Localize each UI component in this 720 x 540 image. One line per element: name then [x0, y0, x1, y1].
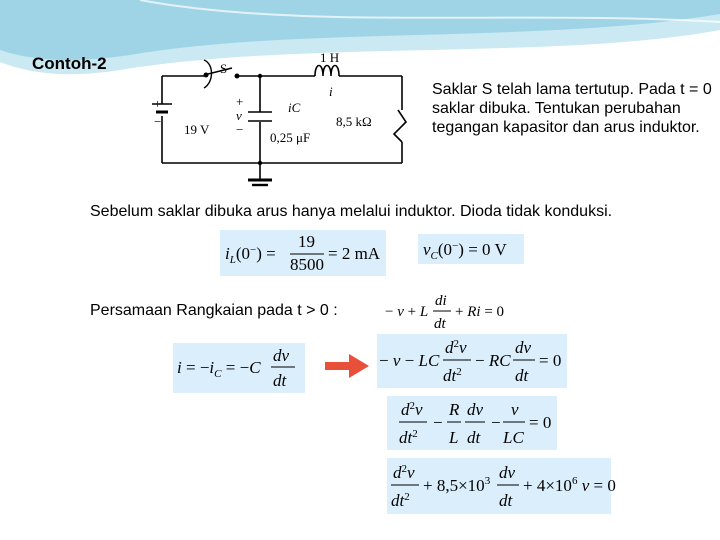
- capacitor-label: 0,25 μF: [270, 130, 311, 145]
- inductor-label: 1 H: [320, 50, 340, 65]
- source-voltage-label: 19 V: [184, 122, 210, 137]
- v-plus: +: [236, 94, 244, 109]
- resistor-label: 8,5 kΩ: [336, 114, 372, 129]
- svg-text:−: −: [433, 413, 443, 432]
- equation-kvl: [383, 290, 513, 334]
- svg-text:= 2 mA: = 2 mA: [328, 244, 381, 263]
- svg-text:dt: dt: [515, 366, 529, 385]
- problem-description: Saklar S telah lama tertutup. Pada t = 0 saklar dibuka. Tentukan perubahan tegangan kapasitor dan arus induktor.: [432, 81, 712, 136]
- right-arrow-icon: [325, 354, 369, 378]
- svg-text:dt: dt: [467, 428, 481, 447]
- svg-text:R: R: [449, 400, 460, 419]
- svg-text:dt2: $dt^2$: [391, 491, 410, 510]
- equation-diff-1: [377, 334, 567, 388]
- svg-text:LC: LC: [503, 428, 524, 447]
- svg-text:vC(0−) = 0 V: $v_C(0^-) = 0$ V: [423, 240, 507, 262]
- equation-intro: Persamaan Rangkaian pada t > 0 :: [90, 302, 338, 319]
- equation-il-initial: [220, 230, 386, 276]
- svg-text:−: −: [491, 413, 501, 432]
- equation-diff-3: [387, 458, 616, 514]
- svg-text:di: di: [435, 293, 447, 309]
- switch-label: S: [220, 61, 228, 76]
- equation-diff-2: [387, 396, 557, 450]
- svg-text:dt2: $dt^2$: [399, 428, 418, 447]
- svg-text:+ 8,5×103: + $8,5\times 10^3$: [423, 475, 491, 495]
- svg-text:dv: dv: [515, 338, 532, 357]
- equation-current-relation: [173, 343, 305, 393]
- svg-text:− RC: − RC: [475, 351, 511, 370]
- v-minus: −: [236, 122, 244, 137]
- svg-text:L: L: [449, 428, 459, 447]
- svg-text:dt: dt: [434, 316, 446, 332]
- svg-text:iL(0−) =: $i_L(0^-)$ =: [225, 244, 276, 266]
- svg-text:i = −iC = −C: $i = -i_C = -C$: [177, 358, 261, 380]
- svg-text:− v − LC: − v − LC: [379, 351, 440, 370]
- svg-text:+ Ri = 0: + Ri = 0: [455, 304, 505, 320]
- svg-text:d2v: $d^2v$: [401, 400, 423, 419]
- svg-text:dv: dv: [467, 400, 484, 419]
- svg-text:dt: dt: [499, 491, 513, 510]
- svg-text:+ 4×106 v = 0: + $4\times 10^6$ v = 0: [523, 475, 616, 495]
- circuit-diagram: [140, 50, 430, 200]
- svg-text:dt: dt: [273, 371, 287, 390]
- source-plus: +: [154, 96, 162, 111]
- svg-text:= 0: = 0: [539, 351, 562, 370]
- cap-current-label: iC: [288, 100, 301, 115]
- equation-vc-initial: [418, 234, 524, 264]
- svg-text:− v + L: − v + L: [385, 304, 429, 320]
- v-label: v: [236, 108, 242, 123]
- svg-text:v: v: [511, 400, 519, 419]
- svg-text:= 0: = 0: [529, 413, 552, 432]
- source-minus: −: [154, 114, 162, 129]
- svg-text:d2v: $d^2v$: [445, 338, 467, 357]
- svg-text:dv: dv: [273, 346, 290, 365]
- svg-text:d2v: $d^2v$: [393, 463, 415, 482]
- slide-title: Contoh-2: [32, 54, 107, 73]
- svg-text:dv: dv: [499, 463, 516, 482]
- svg-text:8500: 8500: [290, 255, 324, 274]
- svg-text:dt2: $dt^2$: [443, 366, 462, 385]
- before-switch-text: Sebelum saklar dibuka arus hanya melalui induktor. Dioda tidak konduksi.: [90, 203, 613, 220]
- current-label: i: [329, 84, 333, 99]
- svg-text:19: 19: [298, 232, 315, 251]
